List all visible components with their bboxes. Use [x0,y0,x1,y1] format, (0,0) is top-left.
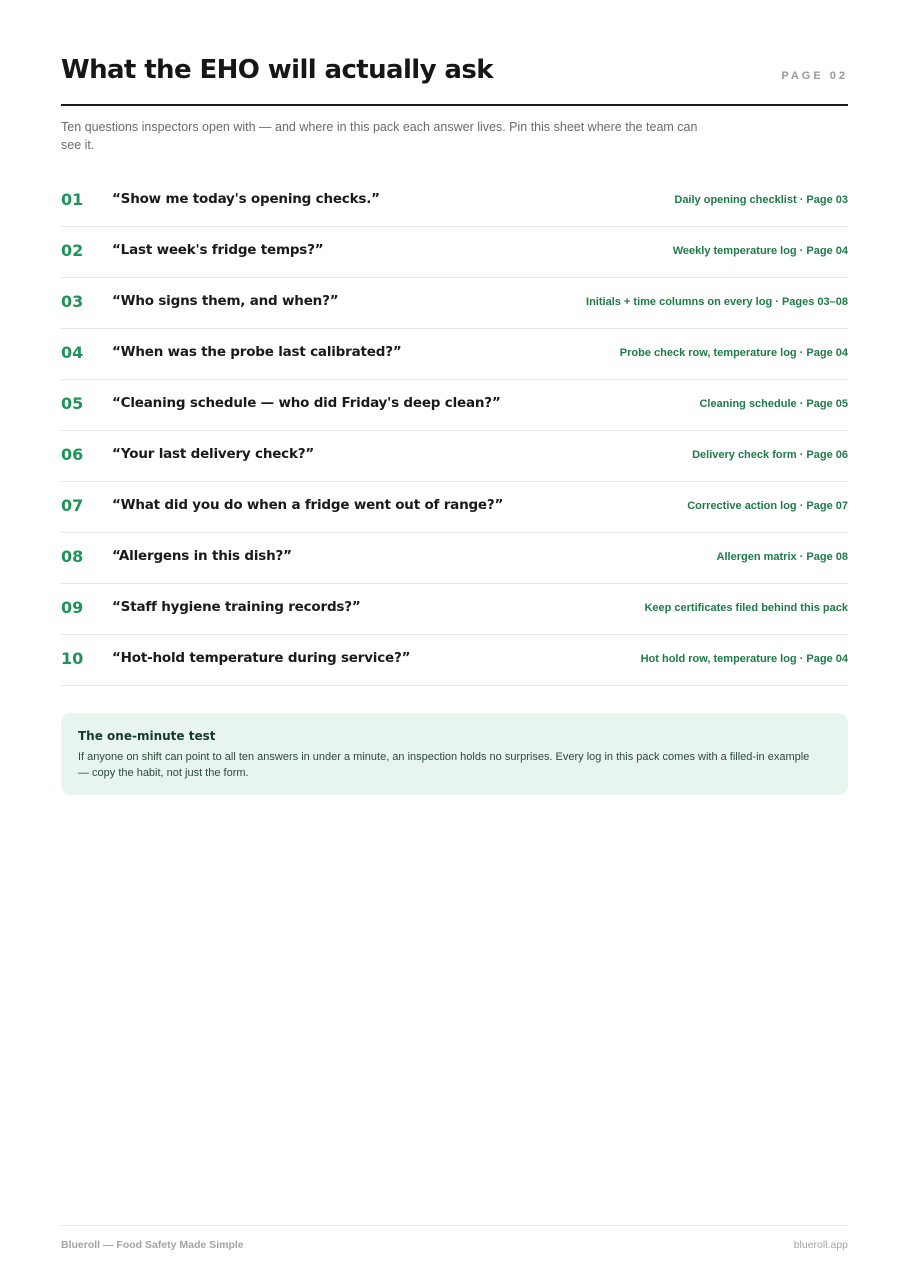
question-row [61,431,848,482]
answer-reference: Keep certificates filed behind this pack [644,602,848,614]
one-minute-test-callout [61,713,848,795]
question-number: 02 [61,241,84,260]
footer-brand: Blueroll — Food Safety Made Simple [61,1239,244,1251]
question-row [61,329,848,380]
answer-reference: Weekly temperature log · Page 04 [672,245,848,257]
answer-reference: Probe check row, temperature log · Page 04 [619,347,848,359]
question-row [61,176,848,227]
question-number: 05 [61,394,84,413]
question-row [61,635,848,686]
question-number: 08 [61,547,84,566]
question-row [61,584,848,635]
page-footer [61,1225,848,1266]
question-number: 10 [61,649,84,668]
page-title: What the EHO will actually ask [61,55,493,85]
footer-url: blueroll.app [793,1239,848,1251]
answer-reference: Corrective action log · Page 07 [687,500,848,512]
question-row [61,278,848,329]
answer-reference: Delivery check form · Page 06 [692,449,848,461]
answer-reference: Cleaning schedule · Page 05 [699,398,848,410]
question-text: “Staff hygiene training records?” [112,599,361,615]
question-text: “Your last delivery check?” [112,446,315,462]
question-text: “When was the probe last calibrated?” [112,344,402,360]
question-number: 09 [61,598,84,617]
question-number: 03 [61,292,84,311]
callout-body: If anyone on shift can point to all ten answers in under a minute, an inspection holds no surprises. Every log in this pack comes with a filled-in example — copy the habit, not just the form. [78,751,810,779]
answer-reference: Hot hold row, temperature log · Page 04 [640,653,848,665]
question-number: 01 [61,190,84,209]
question-number: 06 [61,445,84,464]
question-number: 04 [61,343,84,362]
question-text: “What did you do when a fridge went out of range?” [112,497,504,513]
page-header [61,52,848,106]
answer-reference: Allergen matrix · Page 08 [716,551,848,563]
question-list [61,176,848,686]
question-row [61,227,848,278]
page-number-label: PAGE 02 [781,70,848,82]
question-number: 07 [61,496,84,515]
callout-title: The one-minute test [78,729,216,743]
answer-reference: Initials + time columns on every log · Pages 03–08 [586,296,848,308]
question-text: “Last week's fridge temps?” [112,242,324,258]
question-row [61,482,848,533]
intro-paragraph: Ten questions inspectors open with — and where in this pack each answer lives. Pin this sheet where the team can see it. [61,120,698,152]
question-row [61,533,848,584]
document-page [61,0,848,1287]
question-text: “Cleaning schedule — who did Friday's deep clean?” [112,395,501,411]
question-text: “Allergens in this dish?” [112,548,292,564]
question-row [61,380,848,431]
question-text: “Show me today's opening checks.” [112,191,380,207]
question-text: “Who signs them, and when?” [112,293,339,309]
question-text: “Hot-hold temperature during service?” [112,650,411,666]
answer-reference: Daily opening checklist · Page 03 [674,194,848,206]
